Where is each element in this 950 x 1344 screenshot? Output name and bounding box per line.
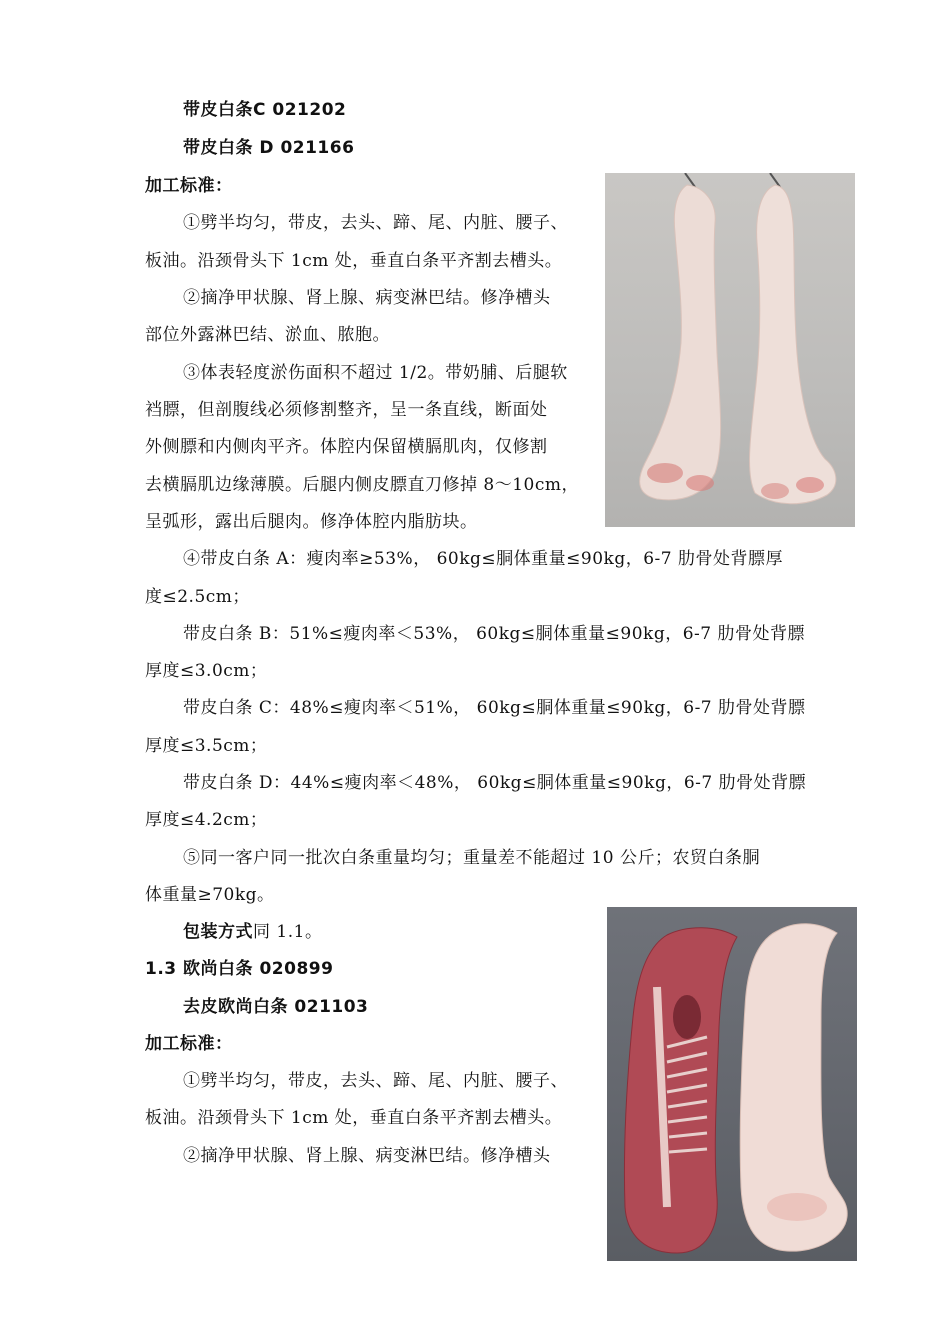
section-heading: 加工标准：	[145, 1034, 233, 1054]
paragraph-line: 板油。沿颈骨头下 1cm 处，垂直白条平齐割去槽头。	[145, 251, 563, 271]
paragraph-line: ②摘净甲状腺、肾上腺、病变淋巴结。修净槽头	[183, 1146, 551, 1166]
section-title: 1.3 欧尚白条 020899	[145, 959, 334, 979]
section-heading: 加工标准：	[145, 176, 233, 196]
paragraph-line: ①劈半均匀，带皮，去头、蹄、尾、内脏、腰子、	[183, 1071, 568, 1091]
paragraph-line: 呈弧形，露出后腿肉。修净体腔内脂肪块。	[145, 512, 478, 532]
paragraph-line: 裆膘，但剖腹线必须修割整齐，呈一条直线，断面处	[145, 400, 548, 420]
product-line: 去皮欧尚白条 021103	[183, 997, 369, 1017]
packaging-label: 包装方式	[183, 922, 253, 942]
paragraph-line: 厚度≤3.0cm；	[145, 661, 268, 681]
packaging-line	[183, 921, 322, 943]
product-line-d: 带皮白条 D 021166	[183, 138, 355, 158]
paragraph-line: 厚度≤4.2cm；	[145, 810, 268, 830]
packaging-value: 同 1.1。	[253, 922, 323, 942]
paragraph-line: 去横膈肌边缘薄膜。后腿内侧皮膘直刀修掉 8～10cm，	[145, 475, 579, 495]
paragraph-line: 度≤2.5cm；	[145, 587, 250, 607]
paragraph-line: ①劈半均匀，带皮，去头、蹄、尾、内脏、腰子、	[183, 213, 568, 233]
carcass-photo-1	[605, 173, 855, 527]
paragraph-line: 外侧膘和内侧肉平齐。体腔内保留横膈肌肉，仅修割	[145, 437, 548, 457]
paragraph-line: 板油。沿颈骨头下 1cm 处，垂直白条平齐割去槽头。	[145, 1108, 563, 1128]
product-line-c: 带皮白条C 021202	[183, 100, 347, 120]
carcass-photo-2	[607, 907, 857, 1261]
paragraph-line: 带皮白条 D：44%≤瘦肉率＜48%， 60kg≤胴体重量≤90kg，6-7 肋骨处背膘	[183, 773, 807, 793]
paragraph-line: ②摘净甲状腺、肾上腺、病变淋巴结。修净槽头	[183, 288, 551, 308]
paragraph-line: ③体表轻度淤伤面积不超过 1/2。带奶脯、后腿软	[183, 363, 568, 383]
paragraph-line: 部位外露淋巴结、淤血、脓胞。	[145, 325, 390, 345]
paragraph-line: 带皮白条 C：48%≤瘦肉率＜51%， 60kg≤胴体重量≤90kg，6-7 肋骨处背膘	[183, 698, 806, 718]
paragraph-line: 厚度≤3.5cm；	[145, 736, 268, 756]
paragraph-line: 体重量≥70kg。	[145, 885, 275, 905]
paragraph-line: ④带皮白条 A：瘦肉率≥53%， 60kg≤胴体重量≤90kg，6-7 肋骨处背膘厚	[183, 549, 784, 569]
paragraph-line: 带皮白条 B：51%≤瘦肉率＜53%， 60kg≤胴体重量≤90kg，6-7 肋骨处背膘	[183, 624, 806, 644]
paragraph-line: ⑤同一客户同一批次白条重量均匀；重量差不能超过 10 公斤；农贸白条胴	[183, 848, 760, 868]
